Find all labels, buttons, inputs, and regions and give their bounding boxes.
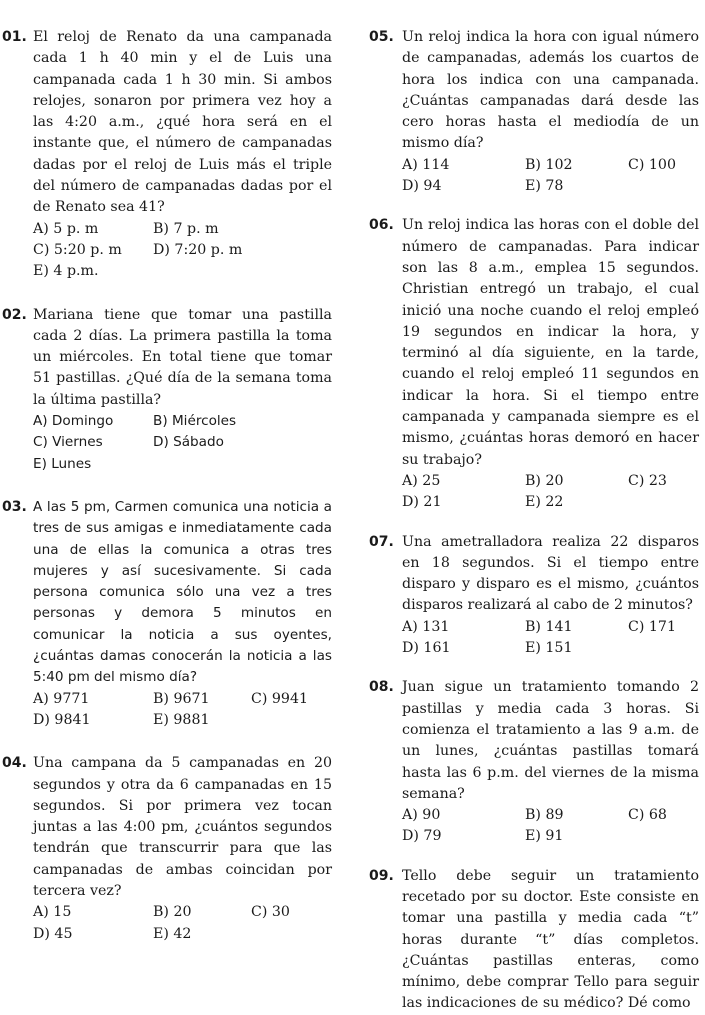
options xyxy=(402,471,699,514)
options xyxy=(33,902,332,945)
question-2 xyxy=(2,305,332,475)
option-b: B) 141 xyxy=(525,618,573,635)
option-d: D) Sábado xyxy=(153,434,224,451)
question-text: Mariana tiene que tomar una pastilla cada 2 días. La primera pastilla la toma un miércoles. En total tiene que tomar 51 pastillas. ¿Qué día de la semana toma la última pastilla? xyxy=(33,306,332,408)
options xyxy=(402,617,699,660)
option-a: A) 15 xyxy=(33,904,72,921)
option-c: C) 100 xyxy=(628,156,676,173)
option-e: E) 91 xyxy=(525,828,564,845)
option-d: D) 7:20 p. m xyxy=(153,241,243,258)
option-e: E) 22 xyxy=(525,494,564,511)
options xyxy=(402,155,699,198)
question-text: El reloj de Renato da una campanada cada 1 h 40 min y el de Luis una campanada cada 1 h 30 min. Si ambos relojes, sonaron por primera vez hoy a las 4:20 a.m., ¿qué hora será en el instante que, el número de campanadas dadas por el reloj de Luis más el triple del número de campanadas dadas por el de Renato sea 41? xyxy=(33,29,332,216)
question-text: Una ametralladora realiza 22 disparos en 18 segundos. Si el tiempo entre disparo y disparo es el mismo, ¿cuántos disparos realizará al cabo de 2 minutos? xyxy=(402,533,699,614)
option-b: B) 9671 xyxy=(153,690,210,707)
options xyxy=(33,411,332,475)
option-b: B) 89 xyxy=(525,807,564,824)
question-9 xyxy=(369,866,699,1015)
question-number: 07. xyxy=(369,533,394,550)
option-d: D) 45 xyxy=(33,925,73,942)
question-8 xyxy=(369,677,699,847)
option-a: A) 90 xyxy=(402,807,441,824)
question-text: Tello debe seguir un tratamiento recetado por su doctor. Este consiste en tomar una pastilla y media cada “t” horas durante “t” días completos. ¿Cuántas pastillas enteras, como mínimo, debe comprar Tello para seguir las indicaciones de su médico? Dé como xyxy=(402,867,699,1012)
question-number: 03. xyxy=(2,498,27,515)
option-d: D) 94 xyxy=(402,178,442,195)
option-c: C) 68 xyxy=(628,807,667,824)
question-4 xyxy=(2,753,332,945)
question-6 xyxy=(369,215,699,513)
option-e: E) 151 xyxy=(525,640,573,657)
option-e: E) 9881 xyxy=(153,711,210,728)
option-a: A) 9771 xyxy=(33,690,90,707)
option-a: A) 25 xyxy=(402,472,441,489)
question-text: Juan sigue un tratamiento tomando 2 pastillas y media cada 3 horas. Si comienza el tratamiento a las 9 a.m. de un lunes, ¿cuántas pastillas tomará hasta las 6 p.m. del viernes de la misma semana? xyxy=(402,679,699,802)
question-5 xyxy=(369,27,699,197)
option-a: A) 5 p. m xyxy=(33,220,99,237)
option-a: A) 114 xyxy=(402,156,450,173)
option-d: D) 161 xyxy=(402,640,451,657)
option-c: C) 23 xyxy=(628,472,667,489)
option-d: D) 9841 xyxy=(33,711,91,728)
option-c: C) 5:20 p. m xyxy=(33,241,122,258)
option-a: A) Domingo xyxy=(33,413,114,430)
left-column xyxy=(2,27,332,945)
option-a: A) 131 xyxy=(402,618,450,635)
question-text: Un reloj indica las horas con el doble del número de campanadas. Para indicar son las 8 a.m., emplea 15 segundos. Christian entregó un trabajo, el cual inició una noche cuando el reloj empleó 19 segundos en indicar la hora, y terminó al día siguiente, en la tarde, cuando el reloj empleó 11 segundos en indicar la hora. Si el tiempo entre campanada y campanada siempre es el mismo, ¿cuántas horas demoró en hacer su trabajo? xyxy=(402,217,699,468)
question-3 xyxy=(2,497,332,731)
question-text: Una campana da 5 campanadas en 20 segundos y otra da 6 campanadas en 15 segundos. Si por primera vez tocan juntas a las 4:00 pm, ¿cuántos segundos tendrán que transcurrir para que las campanadas de ambas coincidan por tercera vez? xyxy=(33,755,332,899)
option-c: C) Viernes xyxy=(33,434,103,451)
options xyxy=(33,219,332,283)
option-e: E) Lunes xyxy=(33,455,92,472)
question-text: Un reloj indica la hora con igual número de campanadas, además los cuartos de hora los indica con una campanada. ¿Cuántas campanadas dará desde las cero horas hasta el mediodía de un mismo día? xyxy=(402,29,699,152)
question-number: 04. xyxy=(2,755,27,772)
question-1 xyxy=(2,27,332,283)
question-text: A las 5 pm, Carmen comunica una noticia a tres de sus amigas e inmediatamente cada una de ellas la comunica a otras tres mujeres y así sucesivamente. Si cada persona comunica sólo una vez a tres personas y demora 5 minutos en comunicar la noticia a sus oyentes, ¿cuántas damas conocerán la noticia a las 5:40 pm del mismo día? xyxy=(33,498,332,686)
question-number: 02. xyxy=(2,306,27,323)
question-number: 01. xyxy=(2,29,27,45)
option-d: D) 79 xyxy=(402,828,442,845)
question-number: 06. xyxy=(369,217,394,234)
option-b: B) 102 xyxy=(525,156,573,173)
option-b: B) 20 xyxy=(153,904,192,921)
options xyxy=(402,805,699,848)
question-number: 05. xyxy=(369,29,394,45)
question-number: 08. xyxy=(369,679,394,696)
option-b: B) 20 xyxy=(525,472,564,489)
option-c: C) 30 xyxy=(251,904,290,921)
option-e: E) 42 xyxy=(153,925,192,942)
option-e: E) 78 xyxy=(525,178,564,195)
option-c: C) 171 xyxy=(628,618,676,635)
option-c: C) 9941 xyxy=(251,690,309,707)
option-e: E) 4 p.m. xyxy=(33,263,99,280)
option-b: B) 7 p. m xyxy=(153,220,219,237)
right-column xyxy=(369,27,699,1015)
options xyxy=(33,689,332,732)
question-number: 09. xyxy=(369,867,394,884)
option-d: D) 21 xyxy=(402,494,442,511)
option-b: B) Miércoles xyxy=(153,413,237,430)
question-7 xyxy=(369,532,699,660)
